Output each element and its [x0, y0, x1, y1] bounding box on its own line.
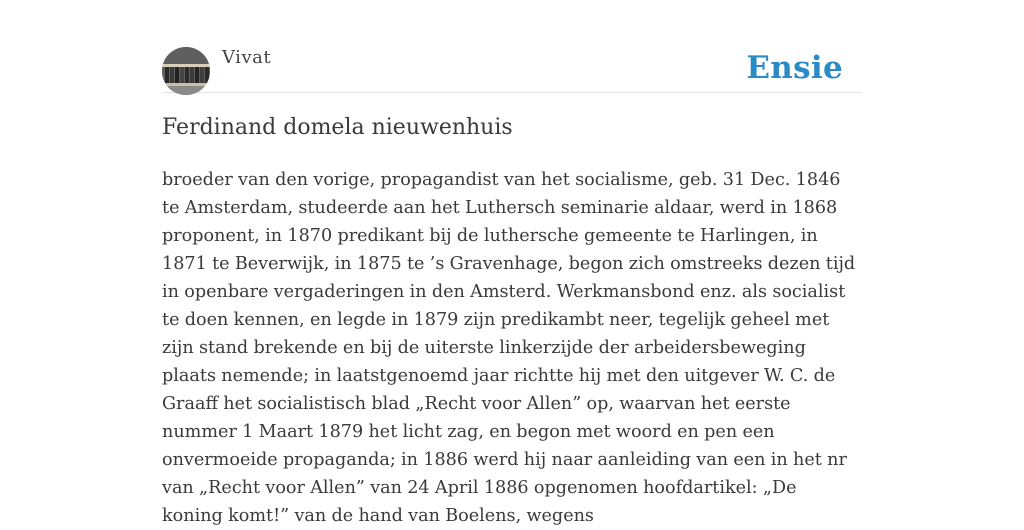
article-body: broeder van den vorige, propagandist van het socialisme, geb. 31 Dec. 1846 te Amsterdam, studeerde aan het Luthersch seminarie aldaar, werd in 1868 proponent, in 1870 predikant bij de luthersche gemeente te Harlingen, in 1871 te Beverwijk, in 1875 te ’s Gravenhage, begon zich omstreeks dezen tijd in openbare vergaderingen in den Amsterd. Werkmansbond enz. als socialist te doen kennen, en legde in 1879 zijn predikambt neer, tegelijk geheel met zijn stand brekende en bij de uiterste linkerzijde der arbeidersbeweging plaats nemende; in laatstgenoemd jaar richtte hij met den uitgever W. C. de Graaff het socialistisch blad „Recht voor Allen” op, waarvan het eerste nummer 1 Maart 1879 het licht zag, en begon met woord en pen een onvermoeide propaganda; in 1886 werd hij naar aanleiding van een in het nr van „Recht voor Allen” van 24 April 1886 opgenomen hoofdartikel: „De koning komt!” van de hand van Boelens, wegens — [162, 170, 856, 526]
site-header — [162, 46, 862, 93]
source-name[interactable]: Vivat — [222, 47, 272, 68]
page-title: Ferdinand domela nieuwenhuis — [162, 115, 513, 140]
book-spines-icon[interactable] — [162, 47, 210, 95]
brand-logo[interactable]: Ensie — [746, 50, 843, 86]
